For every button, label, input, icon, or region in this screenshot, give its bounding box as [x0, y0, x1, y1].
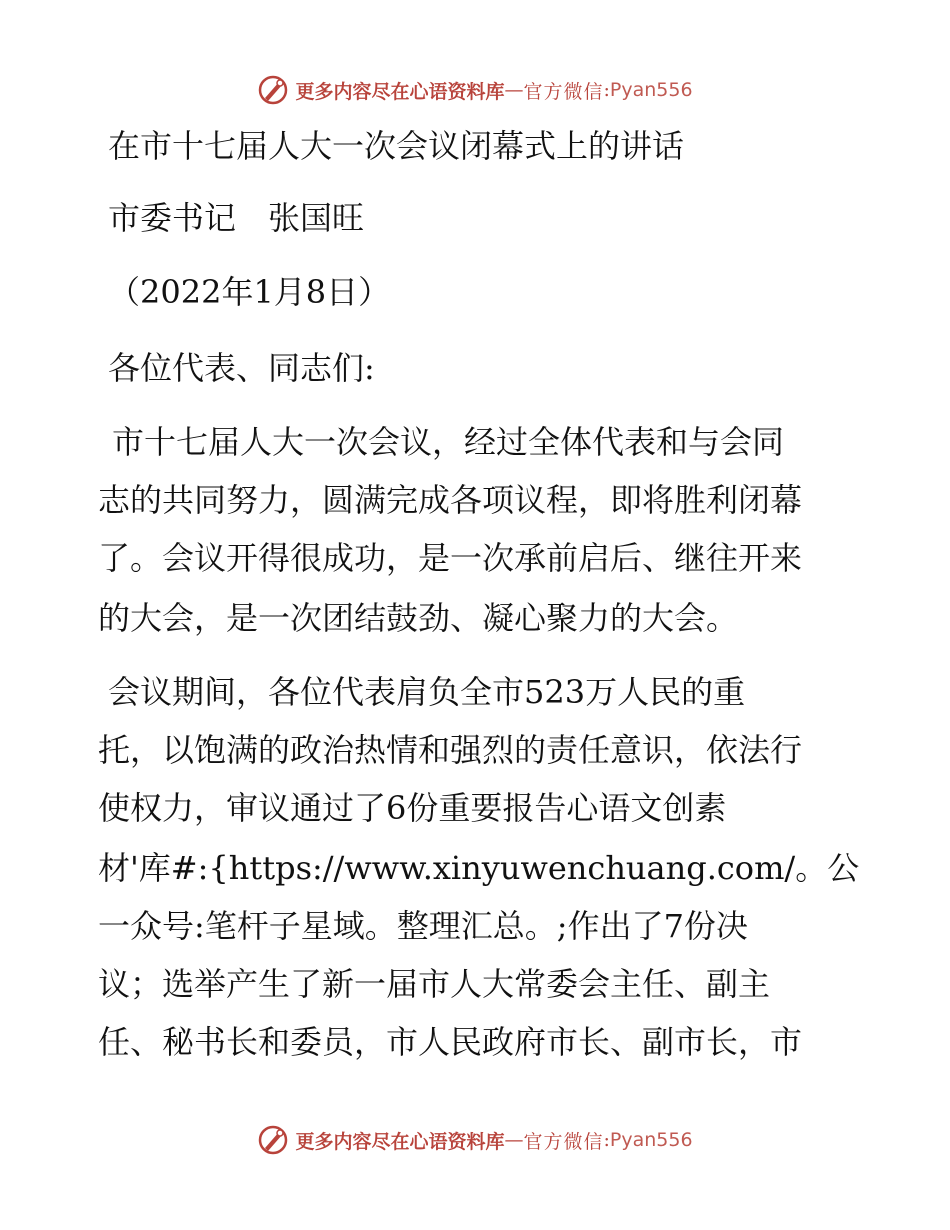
paragraph-2-line-7: 任、秘书长和委员，市人民政府市长、副市长，市	[98, 1023, 803, 1061]
paragraph-2-line-5: 一众号:笔杆子星域。整理汇总。;作出了7份决	[98, 907, 748, 945]
banner-wechat-label: 官方微信	[523, 1130, 604, 1153]
paragraph-1-line-3: 了。会议开得很成功，是一次承前启后、继往开来	[98, 539, 803, 577]
paragraph-1-line-1: 市十七届人大一次会议，经过全体代表和与会同	[112, 423, 785, 461]
document-author: 市委书记 张国旺	[108, 199, 365, 237]
banner-dash: —	[504, 79, 524, 101]
banner-separator: :	[603, 79, 610, 101]
paragraph-2-line-6: 议；选举产生了新一届市人大常委会主任、副主	[98, 965, 771, 1003]
paragraph-1-line-4: 的大会，是一次团结鼓劲、凝心聚力的大会。	[98, 599, 739, 637]
paragraph-1-line-2: 志的共同努力，圆满完成各项议程，即将胜利闭幕	[98, 481, 803, 519]
banner-wechat-label: 官方微信	[523, 80, 604, 103]
banner-dash: —	[504, 1129, 524, 1151]
banner-brand-text: 更多内容尽在心语资料库	[295, 80, 505, 103]
pen-logo-icon	[257, 74, 289, 106]
document-title: 在市十七届人大一次会议闭幕式上的讲话	[108, 127, 685, 165]
pen-logo-icon	[257, 1124, 289, 1156]
footer-watermark-banner	[0, 1120, 950, 1160]
banner-separator: :	[603, 1129, 610, 1151]
banner-brand-text: 更多内容尽在心语资料库	[295, 1130, 505, 1153]
header-watermark-banner	[0, 70, 950, 110]
banner-wechat-handle: Pyan556	[609, 79, 693, 101]
document-date: （2022年1月8日）	[108, 273, 391, 311]
banner-wechat-handle: Pyan556	[609, 1129, 693, 1151]
paragraph-2-line-2: 托，以饱满的政治热情和强烈的责任意识，依法行	[98, 731, 803, 769]
document-salutation: 各位代表、同志们:	[108, 349, 375, 387]
paragraph-2-line-1: 会议期间，各位代表肩负全市523万人民的重	[108, 673, 746, 711]
paragraph-2-line-3: 使权力，审议通过了6份重要报告心语文创素	[98, 789, 727, 827]
paragraph-2-line-4: 材'库#:{https://www.xinyuwenchuang.com/。公	[98, 849, 860, 887]
